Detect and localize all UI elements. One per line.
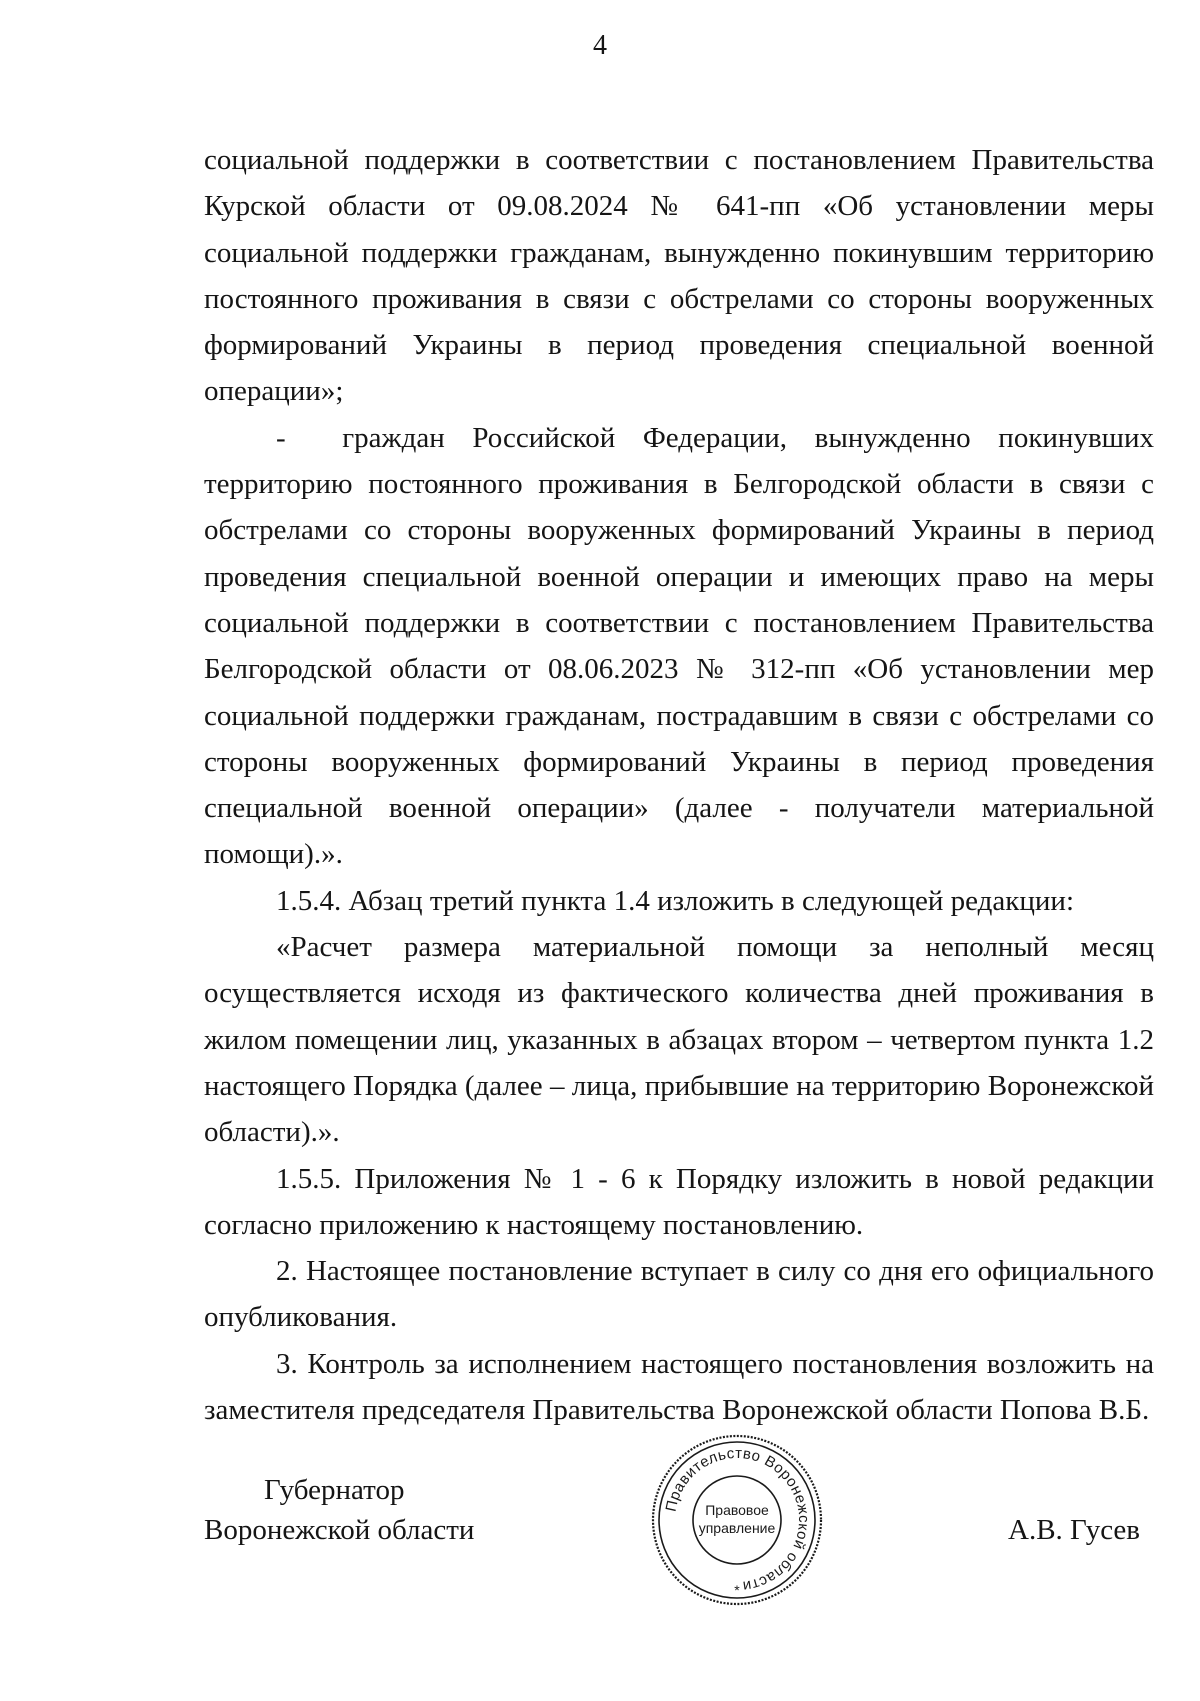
signatory-title (204, 1470, 474, 1550)
legal-department-stamp (647, 1430, 827, 1610)
document-body (204, 137, 1154, 1433)
signature-block (204, 1440, 1154, 1620)
stamp-outer-text: Правительство Воронежской области (662, 1444, 813, 1595)
stamp-star: * (734, 1582, 740, 1598)
paragraph-1-5-4: 1.5.4. Абзац третий пункта 1.4 изложить в следующей редакции: (276, 884, 1074, 917)
stamp-inner-line1: Правовое (705, 1502, 769, 1518)
paragraph-3-control: 3. Контроль за исполнением настоящего постановления возложить на заместителя председателя Правительства Воронежской области Попова В.Б. (204, 1347, 1154, 1427)
stamp-inner-line2: управление (698, 1520, 776, 1536)
paragraph-belgorod-list-item: - граждан Российской Федерации, вынужденно покинувших территорию постоянного проживания в Белгородской области в связи с обстрелами со стороны вооруженных формирований Украины в период проведения специальной военной операции и имеющих право на меры социальной поддержки в соответствии с постановлением Правительства Белгородской области от 08.06.2023 № 312-пп «Об установлении мер социальной поддержки гражданам, пострадавшим в связи с обстрелами со стороны вооруженных формирований Украины в период проведения специальной военной операции» (далее - получатели материальной помощи).». (204, 421, 1154, 871)
paragraph-2-effective-date: 2. Настоящее постановление вступает в силу со дня его официального опубликования. (204, 1255, 1154, 1334)
page-number: 4 (593, 30, 607, 61)
signatory-name: А.В. Гусев (1008, 1514, 1140, 1546)
signatory-title-line1: Губернатор (264, 1474, 405, 1506)
paragraph-1-5-5: 1.5.5. Приложения № 1 - 6 к Порядку изложить в новой редакции согласно приложению к настоящему постановлению. (204, 1162, 1154, 1241)
paragraph-continuation: социальной поддержки в соответствии с постановлением Правительства Курской области от 09.08.2024 № 641-пп «Об установлении меры социальной поддержки гражданам, вынужденно покинувшим территорию постоянного проживания в связи с обстрелами со стороны вооруженных формирований Украины в период проведения специальной военной операции»; (204, 144, 1154, 408)
paragraph-quoted-calculation: «Расчет размера материальной помощи за неполный месяц осуществляется исходя из фактического количества дней проживания в жилом помещении лиц, указанных в абзацах втором – четвертом пункта 1.2 настоящего Порядка (далее – лица, прибывшие на территорию Воронежской области).». (204, 931, 1154, 1149)
signatory-title-line2: Воронежской области (204, 1514, 475, 1546)
